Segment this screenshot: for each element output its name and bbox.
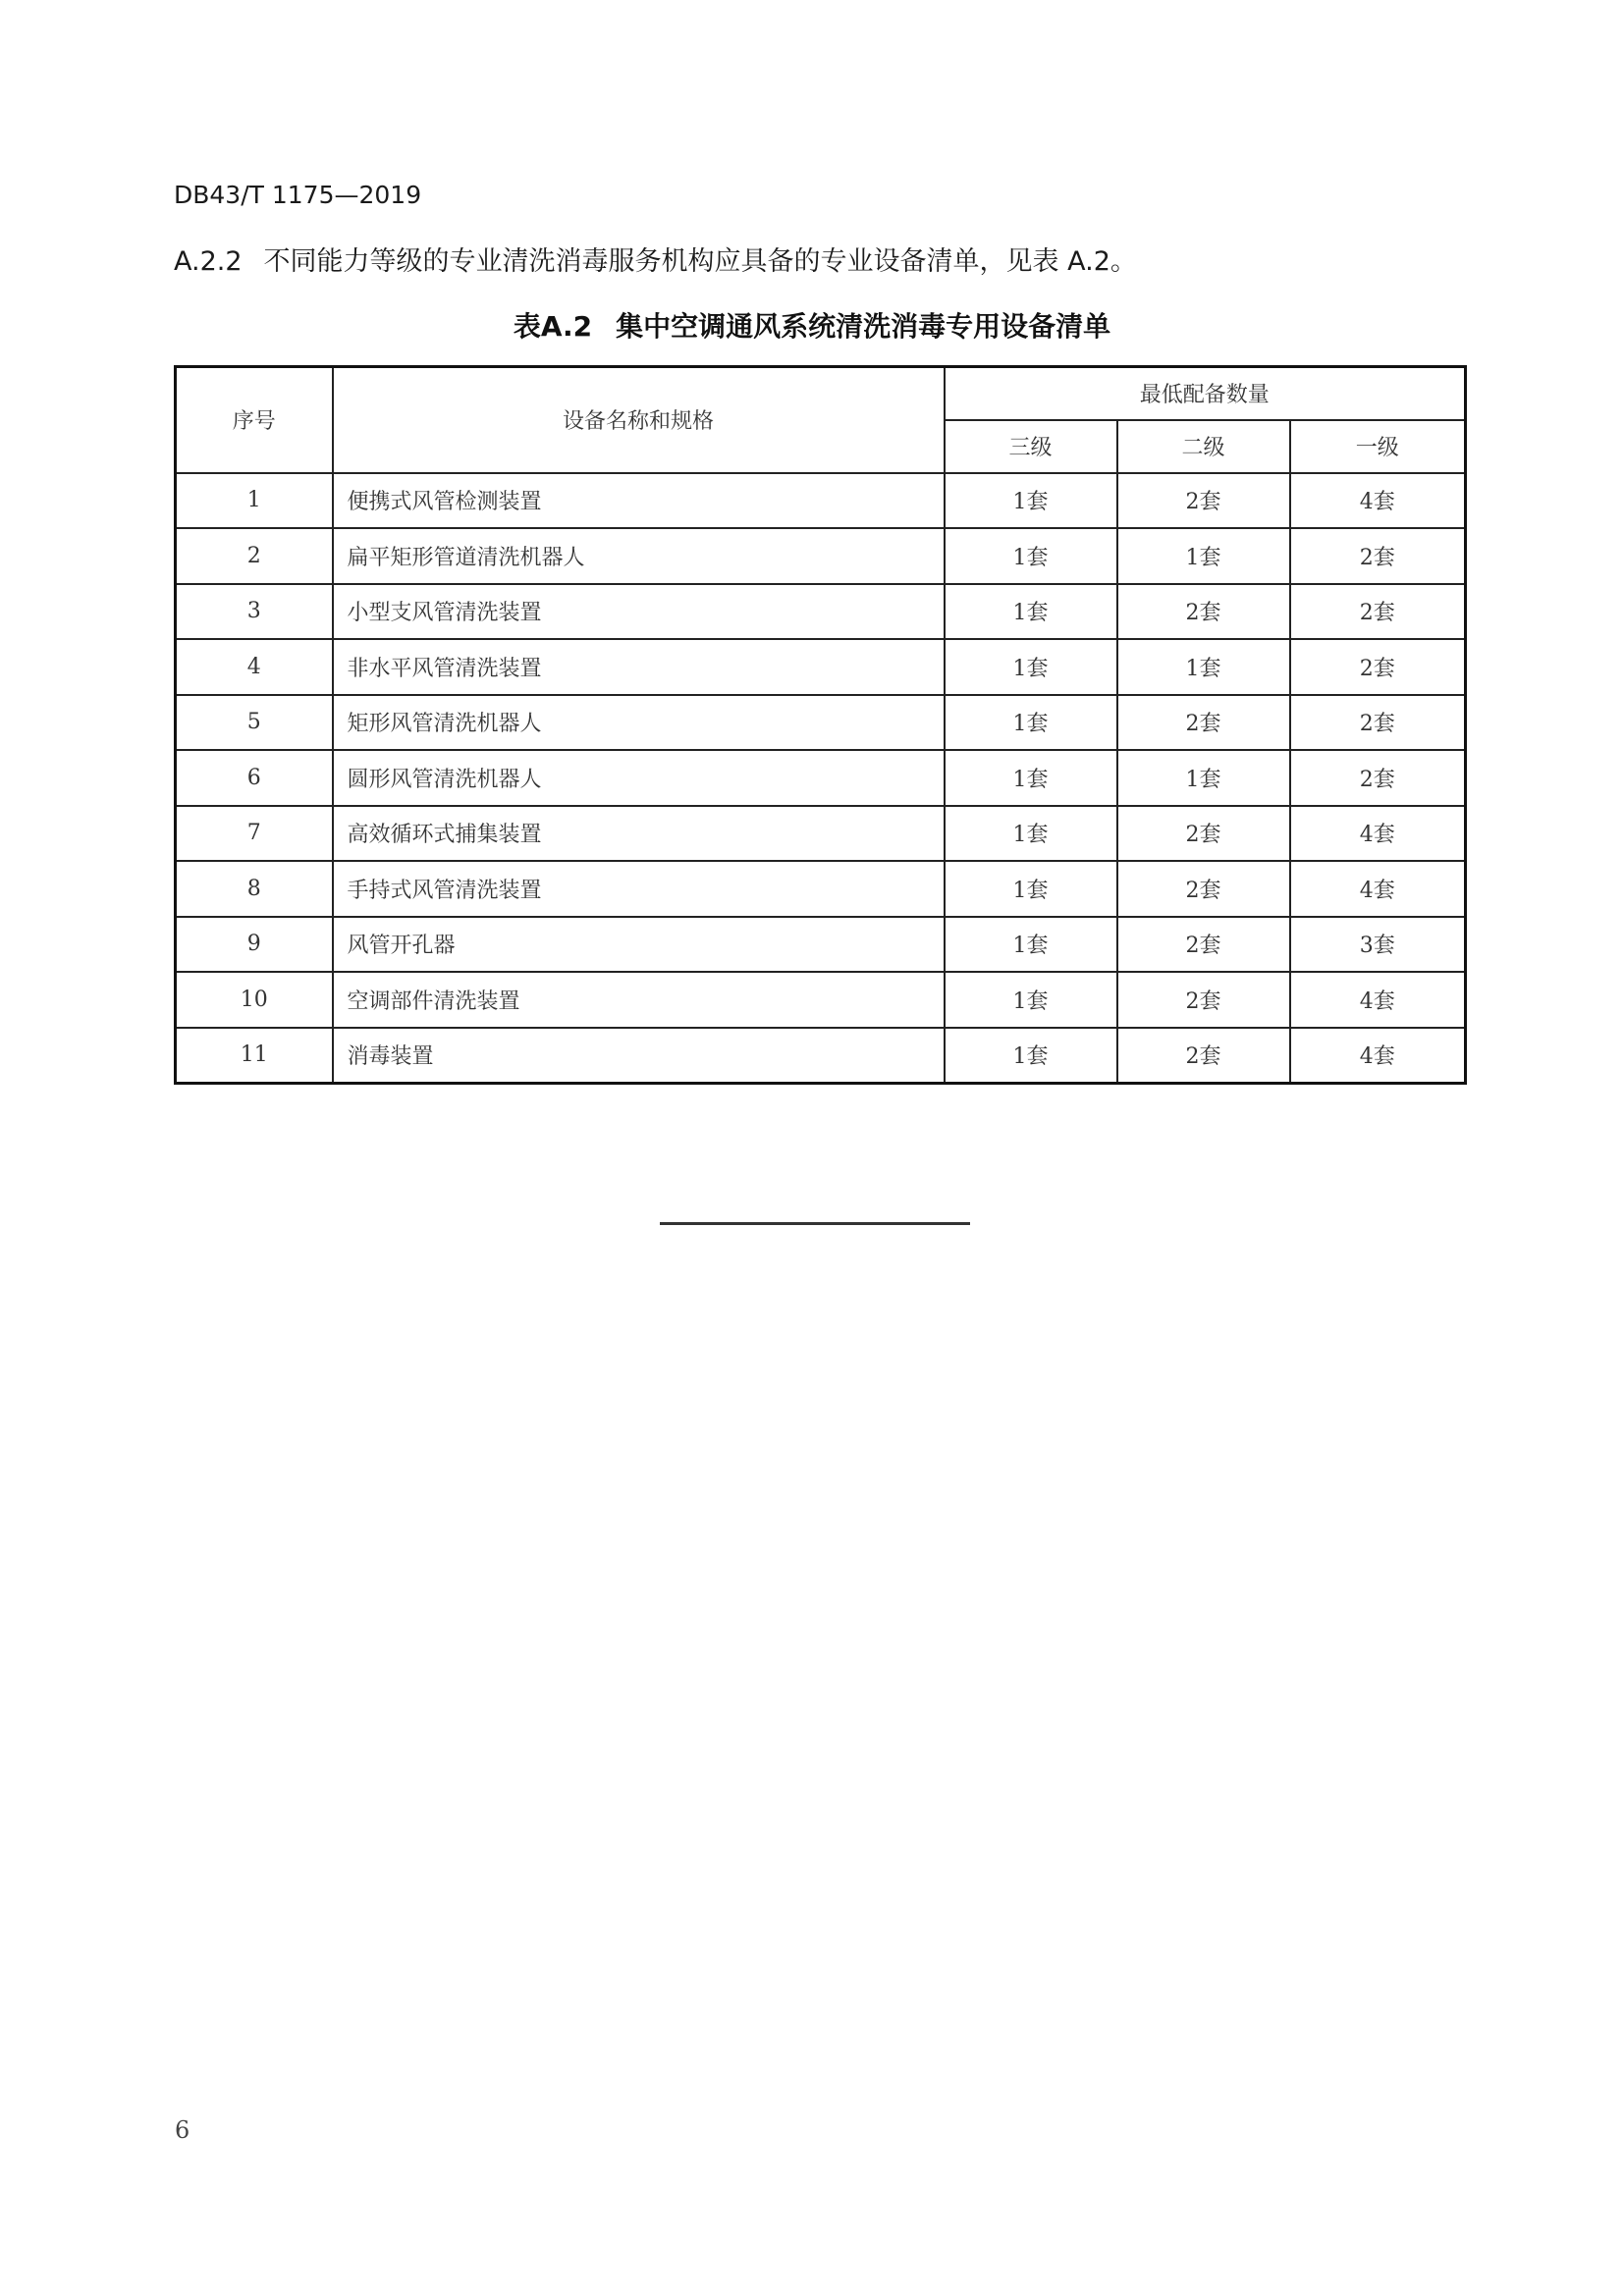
- table-row: [176, 584, 1466, 640]
- row-name: 圆形风管清洗机器人: [333, 750, 945, 806]
- table-row: [176, 1028, 1466, 1084]
- standard-code: DB43/T 1175—2019: [174, 181, 422, 209]
- row-qty-level-3: 1套: [945, 1028, 1117, 1084]
- table-row: [176, 695, 1466, 751]
- row-index: 9: [176, 917, 333, 973]
- row-qty-level-1: 3套: [1290, 917, 1466, 973]
- row-qty-level-2: 2套: [1117, 861, 1290, 917]
- table-caption: 集中空调通风系统清洗消毒专用设备清单: [616, 310, 1111, 343]
- row-index: 6: [176, 750, 333, 806]
- row-qty-level-1: 2套: [1290, 528, 1466, 584]
- row-qty-level-3: 1套: [945, 861, 1117, 917]
- row-index: 11: [176, 1028, 333, 1084]
- row-qty-level-1: 2套: [1290, 750, 1466, 806]
- row-qty-level-1: 4套: [1290, 806, 1466, 862]
- row-qty-level-1: 2套: [1290, 584, 1466, 640]
- table-row: [176, 750, 1466, 806]
- row-index: 4: [176, 639, 333, 695]
- row-qty-level-3: 1套: [945, 806, 1117, 862]
- row-qty-level-2: 1套: [1117, 750, 1290, 806]
- table-row: [176, 917, 1466, 973]
- row-name: 小型支风管清洗装置: [333, 584, 945, 640]
- table-row: [176, 528, 1466, 584]
- table-number: 表A.2: [513, 310, 593, 343]
- row-qty-level-3: 1套: [945, 639, 1117, 695]
- row-qty-level-2: 2套: [1117, 1028, 1290, 1084]
- row-qty-level-2: 2套: [1117, 695, 1290, 751]
- header-index: 序号: [176, 367, 333, 473]
- end-of-standard-line: [660, 1222, 970, 1225]
- clause-number: A.2.2: [174, 246, 243, 277]
- row-index: 10: [176, 972, 333, 1028]
- row-qty-level-1: 4套: [1290, 861, 1466, 917]
- row-name: 消毒装置: [333, 1028, 945, 1084]
- row-name: 风管开孔器: [333, 917, 945, 973]
- table-row: [176, 806, 1466, 862]
- row-name: 高效循环式捕集装置: [333, 806, 945, 862]
- row-name: 矩形风管清洗机器人: [333, 695, 945, 751]
- row-qty-level-3: 1套: [945, 750, 1117, 806]
- clause-paragraph: [174, 240, 1137, 278]
- row-qty-level-2: 2套: [1117, 806, 1290, 862]
- row-qty-level-1: 4套: [1290, 972, 1466, 1028]
- table-title: [0, 305, 1624, 345]
- row-qty-level-2: 1套: [1117, 528, 1290, 584]
- row-index: 1: [176, 473, 333, 529]
- row-index: 7: [176, 806, 333, 862]
- row-qty-level-2: 2套: [1117, 917, 1290, 973]
- header-level-2: 二级: [1117, 420, 1290, 473]
- row-index: 8: [176, 861, 333, 917]
- row-qty-level-3: 1套: [945, 917, 1117, 973]
- table-row: [176, 861, 1466, 917]
- row-name: 便携式风管检测装置: [333, 473, 945, 529]
- header-level-3: 三级: [945, 420, 1117, 473]
- row-qty-level-3: 1套: [945, 695, 1117, 751]
- row-qty-level-1: 4套: [1290, 1028, 1466, 1084]
- page-number: 6: [175, 2116, 190, 2144]
- row-name: 空调部件清洗装置: [333, 972, 945, 1028]
- header-name: 设备名称和规格: [333, 367, 945, 473]
- row-qty-level-2: 2套: [1117, 972, 1290, 1028]
- table-row: [176, 639, 1466, 695]
- row-index: 3: [176, 584, 333, 640]
- row-qty-level-2: 1套: [1117, 639, 1290, 695]
- row-qty-level-2: 2套: [1117, 584, 1290, 640]
- row-qty-level-3: 1套: [945, 972, 1117, 1028]
- row-name: 非水平风管清洗装置: [333, 639, 945, 695]
- clause-text: 不同能力等级的专业清洗消毒服务机构应具备的专业设备清单，见表 A.2。: [263, 246, 1137, 277]
- table-row: [176, 473, 1466, 529]
- row-qty-level-2: 2套: [1117, 473, 1290, 529]
- row-index: 5: [176, 695, 333, 751]
- row-name: 手持式风管清洗装置: [333, 861, 945, 917]
- row-qty-level-3: 1套: [945, 528, 1117, 584]
- row-index: 2: [176, 528, 333, 584]
- table-row: [176, 972, 1466, 1028]
- row-qty-level-3: 1套: [945, 473, 1117, 529]
- header-quantity-group: 最低配备数量: [945, 367, 1466, 420]
- row-qty-level-1: 2套: [1290, 695, 1466, 751]
- row-qty-level-1: 2套: [1290, 639, 1466, 695]
- row-qty-level-3: 1套: [945, 584, 1117, 640]
- row-qty-level-1: 4套: [1290, 473, 1466, 529]
- equipment-table: [174, 365, 1467, 1085]
- header-level-1: 一级: [1290, 420, 1466, 473]
- row-name: 扁平矩形管道清洗机器人: [333, 528, 945, 584]
